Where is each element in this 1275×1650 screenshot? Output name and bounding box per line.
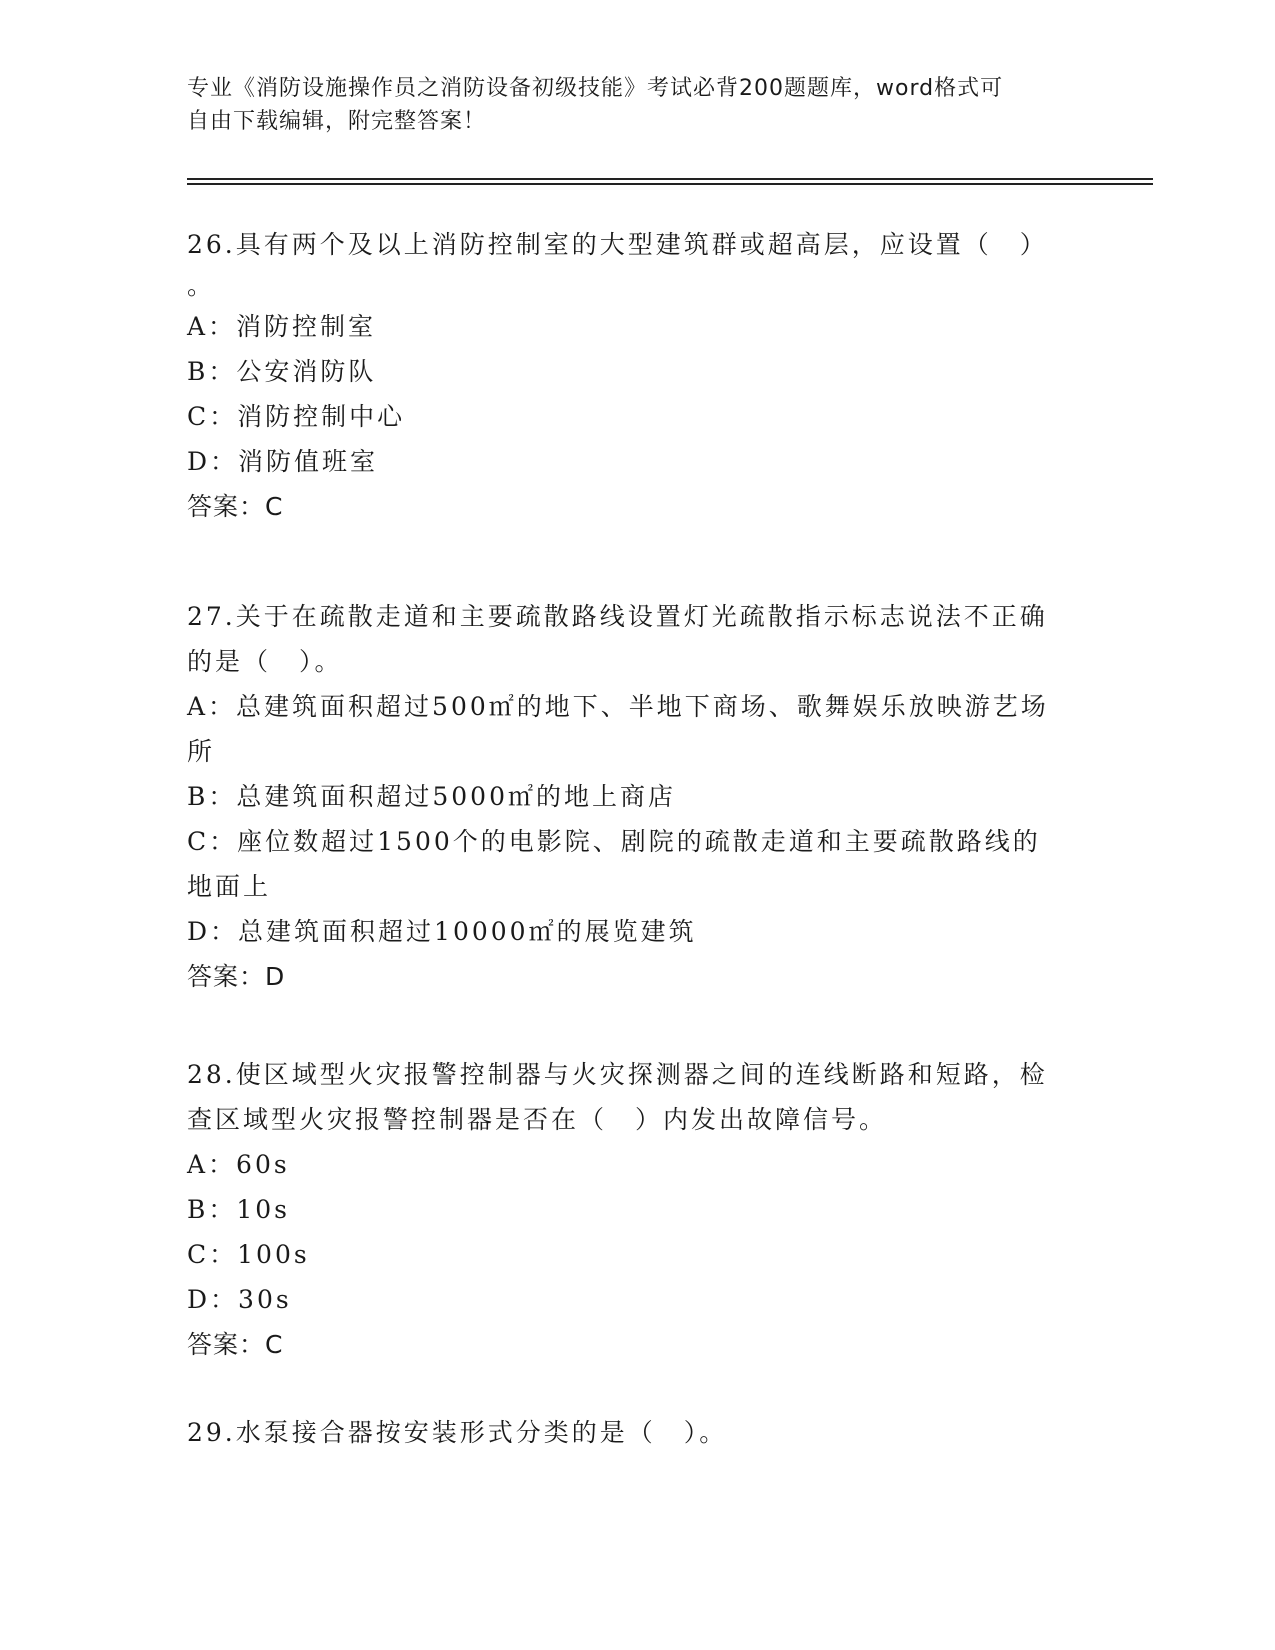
- answer: 答案：D: [187, 962, 286, 991]
- document-header: [187, 72, 1067, 138]
- option-c: C：消防控制中心: [187, 402, 406, 431]
- option-c-continued: 地面上: [187, 872, 272, 901]
- option-a-continued: 所: [187, 737, 216, 766]
- answer: 答案：C: [187, 1330, 284, 1359]
- question-stem-line: 27.关于在疏散走道和主要疏散路线设置灯光疏散指示标志说法不正确: [187, 602, 1048, 631]
- answer: 答案：C: [187, 492, 284, 521]
- question-28: [187, 1052, 1087, 1367]
- option-d: D：30s: [187, 1285, 292, 1314]
- question-stem-line: 。: [187, 271, 216, 300]
- option-a: A：60s: [187, 1150, 290, 1179]
- header-divider-top: [187, 178, 1153, 180]
- option-c: C：座位数超过1500个的电影院、剧院的疏散走道和主要疏散路线的: [187, 827, 1041, 856]
- option-a: A：消防控制室: [187, 312, 377, 341]
- header-line-2: 自由下载编辑，附完整答案！: [187, 109, 487, 134]
- option-c: C：100s: [187, 1240, 310, 1269]
- question-stem-line: 26.具有两个及以上消防控制室的大型建筑群或超高层，应设置（ ）: [187, 230, 1048, 259]
- question-26: [187, 222, 1087, 529]
- question-stem-line: 的是（ ）。: [187, 647, 343, 676]
- header-divider-bottom: [187, 183, 1153, 185]
- question-stem-line: 28.使区域型火灾报警控制器与火灾探测器之间的连线断路和短路，检: [187, 1060, 1048, 1089]
- option-b: B：10s: [187, 1195, 291, 1224]
- option-b: B：公安消防队: [187, 357, 377, 386]
- question-29: [187, 1410, 1087, 1455]
- header-line-1: 专业《消防设施操作员之消防设备初级技能》考试必背200题题库，word格式可: [187, 76, 1004, 101]
- option-a: A：总建筑面积超过500㎡的地下、半地下商场、歌舞娱乐放映游艺场: [187, 692, 1049, 721]
- option-d: D：消防值班室: [187, 447, 379, 476]
- question-stem-line: 查区域型火灾报警控制器是否在（ ）内发出故障信号。: [187, 1105, 888, 1134]
- question-stem-line: 29.水泵接合器按安装形式分类的是（ ）。: [187, 1418, 728, 1447]
- question-27: [187, 594, 1087, 999]
- option-d: D：总建筑面积超过10000㎡的展览建筑: [187, 917, 697, 946]
- option-b: B：总建筑面积超过5000㎡的地上商店: [187, 782, 676, 811]
